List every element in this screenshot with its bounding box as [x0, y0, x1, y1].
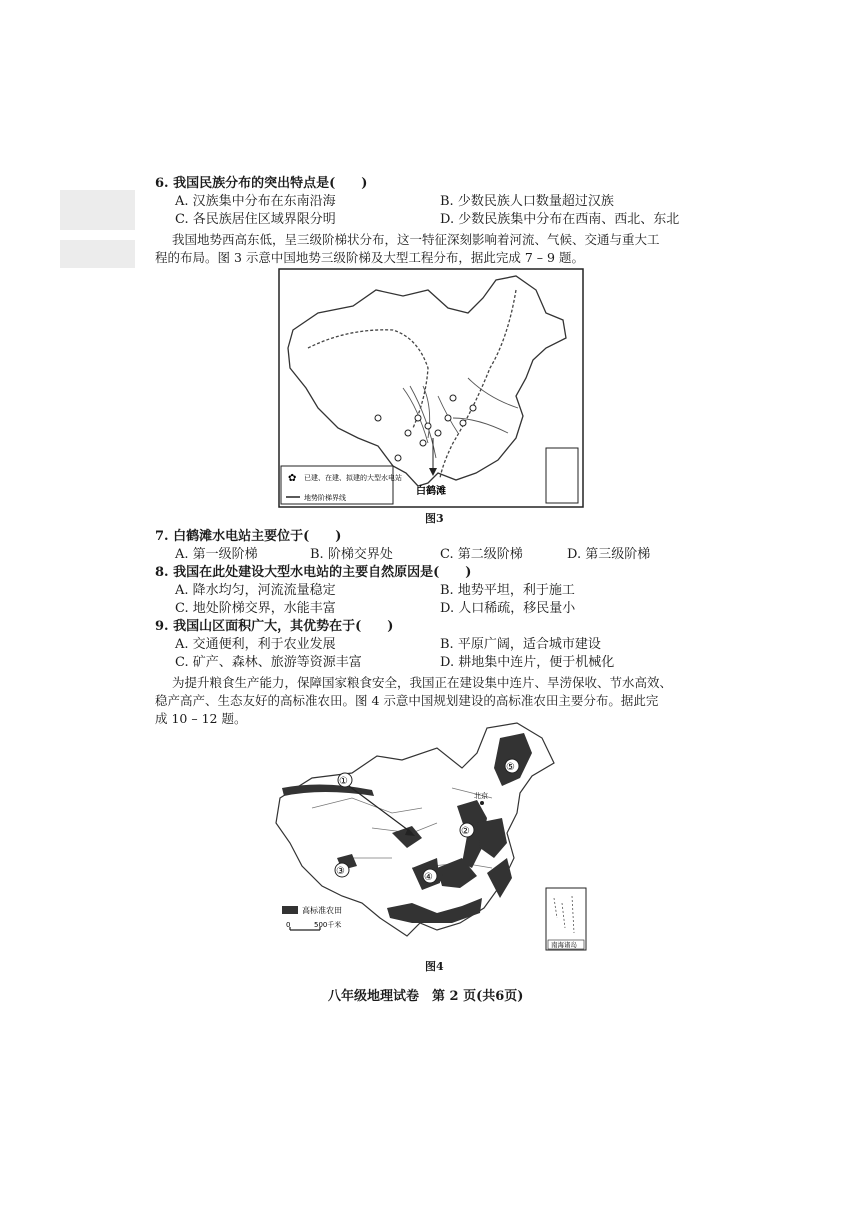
figure-4-caption: 图4	[425, 960, 444, 973]
q8-option-c: C. 地处阶梯交界，水能丰富	[175, 601, 336, 616]
intro1-line1: 我国地势西高东低，呈三级阶梯状分布，这一特征深刻影响着河流、气候、交通与重大工	[172, 232, 660, 247]
svg-text:✿: ✿	[288, 473, 297, 484]
marker-1: ①	[339, 776, 348, 787]
q7-stem: 7. 白鹤滩水电站主要位于( )	[155, 529, 342, 544]
q8-option-b: B. 地势平坦，利于施工	[440, 583, 575, 598]
legend-farmland: 高标准农田	[302, 906, 342, 915]
page-footer: 八年级地理试卷 第 2 页(共6页)	[328, 989, 524, 1004]
intro2-line2: 稳产高产、生态友好的高标准农田。图 4 示意中国规划建设的高标准农田主要分布。据此完	[155, 693, 659, 708]
intro2-line1: 为提升粮食生产能力，保障国家粮食安全，我国正在建设集中连片、旱涝保收、节水高效、	[172, 675, 673, 690]
china-farmland-map	[262, 718, 592, 954]
q6-option-c: C. 各民族居住区域界限分明	[175, 212, 336, 227]
q9-option-b: B. 平原广阔，适合城市建设	[440, 637, 601, 652]
marker-3: ③	[336, 866, 345, 877]
legend-boundary: 地势阶梯界线	[304, 494, 346, 502]
intro1-line2: 程的布局。图 3 示意中国地势三级阶梯及大型工程分布，据此完成 7 – 9 题。	[155, 250, 584, 265]
scale-zero: 0	[286, 921, 291, 929]
figure-3-caption: 图3	[425, 512, 444, 525]
q8-option-a: A. 降水均匀，河流流量稳定	[175, 583, 336, 598]
figure-3-map	[278, 268, 584, 508]
legend-station: 已建、在建、拟建的大型水电站	[304, 474, 402, 482]
q6-option-b: B. 少数民族人口数量超过汉族	[440, 194, 614, 209]
scale-label: 500千米	[314, 921, 342, 929]
marker-2: ②	[461, 826, 470, 837]
q8-stem: 8. 我国在此处建设大型水电站的主要自然原因是( )	[155, 565, 472, 580]
q9-option-d: D. 耕地集中连片，便于机械化	[440, 655, 615, 670]
marker-5: ⑤	[506, 762, 515, 773]
q8-option-d: D. 人口稀疏，移民量小	[440, 601, 576, 616]
beijing-label: 北京	[474, 792, 488, 800]
south-sea-islands-label: 南海诸岛	[551, 941, 577, 949]
q7-option-d: D. 第三级阶梯	[567, 547, 651, 562]
q6-option-a: A. 汉族集中分布在东南沿海	[175, 194, 336, 209]
q6-option-d: D. 少数民族集中分布在西南、西北、东北	[440, 212, 680, 227]
figure-4-map	[262, 718, 592, 954]
q9-stem: 9. 我国山区面积广大，其优势在于( )	[155, 619, 394, 634]
q7-option-a: A. 第一级阶梯	[175, 547, 258, 562]
q9-option-c: C. 矿产、森林、旅游等资源丰富	[175, 655, 362, 670]
baiheitan-label: 白鹤滩	[416, 486, 446, 497]
intro2-line3: 成 10 – 12 题。	[155, 711, 247, 726]
scan-smudge	[60, 190, 135, 230]
scan-smudge	[60, 240, 135, 268]
q7-option-c: C. 第二级阶梯	[440, 547, 523, 562]
q7-option-b: B. 阶梯交界处	[310, 547, 393, 562]
marker-4: ④	[424, 872, 433, 883]
q6-stem: 6. 我国民族分布的突出特点是( )	[155, 176, 368, 191]
q9-option-a: A. 交通便利，利于农业发展	[175, 637, 336, 652]
china-terrain-map	[278, 268, 584, 508]
